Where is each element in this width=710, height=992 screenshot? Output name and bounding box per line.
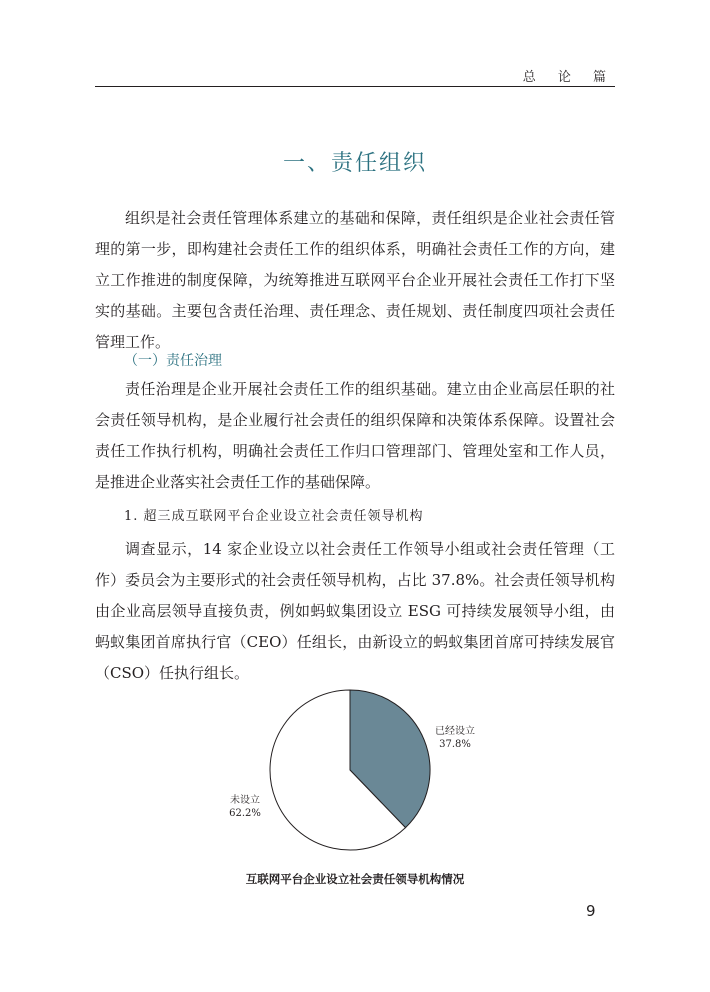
subsection-heading: （一）责任治理 bbox=[124, 353, 222, 369]
numbered-heading: 1. 超三成互联网平台企业设立社会责任领导机构 bbox=[124, 509, 424, 524]
pie-label-value: 37.8% bbox=[439, 739, 471, 750]
governance-paragraph: 责任治理是企业开展社会责任工作的组织基础。建立由企业高层任职的社会责任领导机构，是企业履行社会责任的组织保障和决策体系保障。设置社会责任工作执行机构，明确社会责任工作归口管理部门、管理处室和工作人员，是推进企业落实社会责任工作的基础保障。 bbox=[95, 380, 615, 491]
running-header: 总 论 篇 bbox=[522, 70, 615, 85]
pie-label-value: 62.2% bbox=[229, 808, 261, 819]
chart-caption: 互联网平台企业设立社会责任领导机构情况 bbox=[245, 872, 465, 886]
intro-paragraph: 组织是社会责任管理体系建立的基础和保障，责任组织是企业社会责任管理的第一步，即构建社会责任工作的组织体系，明确社会责任工作的方向，建立工作推进的制度保障，为统筹推进互联网平台企业开展社会责任工作打下坚实的基础。主要包含责任治理、责任理念、责任规划、责任制度四项社会责任管理工作。 bbox=[95, 209, 615, 351]
pie-label-category: 已经设立 bbox=[435, 726, 475, 737]
section-title: 一、责任组织 bbox=[282, 151, 427, 176]
survey-paragraph: 调查显示，14 家企业设立以社会责任工作领导小组或社会责任管理（工作）委员会为主要形式的社会责任领导机构，占比 37.8%。社会责任领导机构由企业高层领导直接负责，例如蚂蚁集团设立 ESG 可持续发展领导小组，由蚂蚁集团首席执行官（CEO）任组长，由新设立的蚂蚁集团首席可持续发展官（CSO）任执行组长。 bbox=[95, 540, 615, 682]
page-number: 9 bbox=[586, 902, 596, 920]
pie-label-category: 未设立 bbox=[230, 795, 260, 806]
